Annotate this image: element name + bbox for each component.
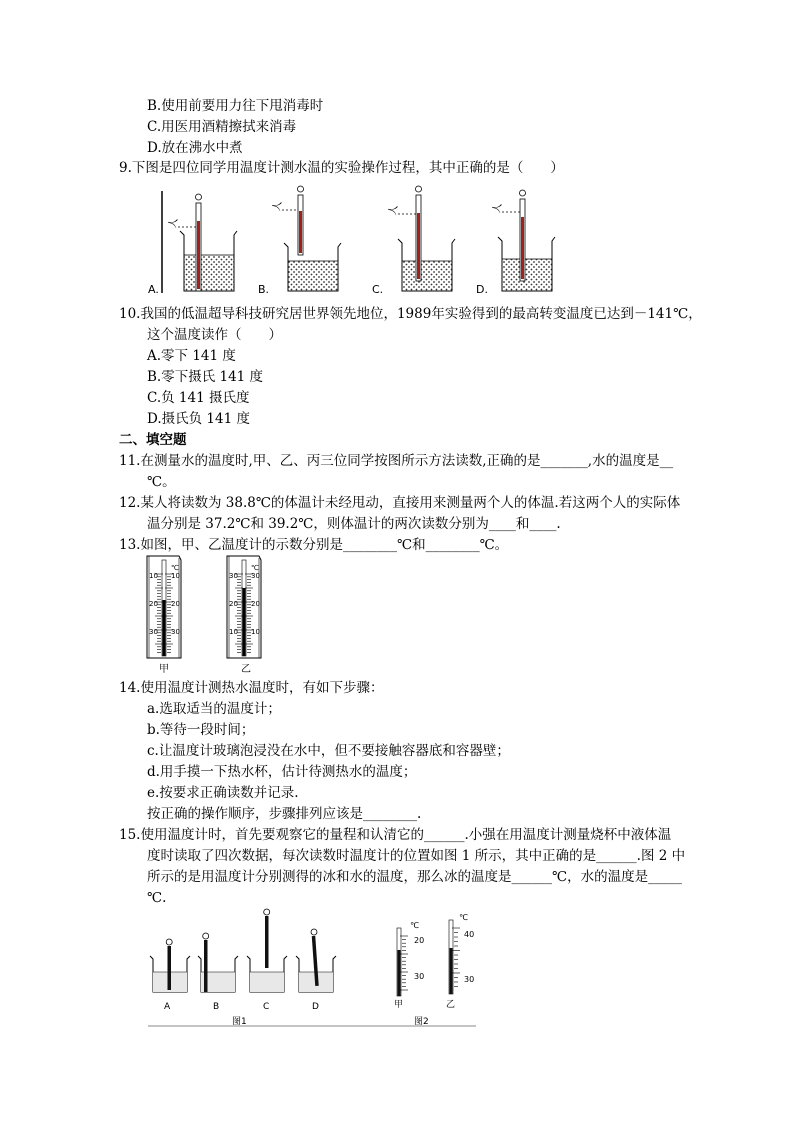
q13-jia-tick-left-1: 10 (149, 572, 158, 580)
q13-jia-tick-right-3: 30 (171, 628, 180, 636)
q15-fig2-jia-tick-2: 30 (414, 972, 425, 981)
q15-line1: 15.使用温度计时，首先要观察它的量程和认清它的______.小强在用温度计测量烧杯中液体温 (119, 827, 672, 843)
q13-jia-tick-right-2: 20 (171, 600, 180, 608)
svg-text:人: 人 (387, 204, 401, 216)
q15-fig2-yi-tick-2: 30 (464, 975, 475, 984)
q13-yi-tick-right-3: 10 (251, 628, 260, 636)
q14-step-e: e.按要求正确读数并记录. (147, 785, 299, 801)
q15-fig2-yi-unit: ℃ (459, 913, 468, 922)
q11-line1: 11.在测量水的温度时,甲、乙、丙三位同学按图所示方法读数,正确的是_______,水的温度是__ (119, 453, 674, 469)
q15-line4: ℃. (147, 890, 167, 906)
q13-figure (143, 554, 283, 676)
q13-yi-tick-right-1: 30 (251, 572, 260, 580)
q11-line2: ℃。 (147, 474, 176, 490)
section-heading-fill-blank: 二、填空题 (119, 432, 187, 448)
q8-option-b: B.使用前要用力往下甩消毒时 (147, 98, 324, 114)
q9-stem: 9.下图是四位同学用温度计测水温的实验操作过程，其中正确的是（ ） (119, 160, 564, 176)
q15-figure (146, 906, 480, 1030)
q13-jia-unit: ℃ (171, 564, 179, 572)
q15-fig1-label-b: B (213, 1002, 220, 1012)
q10-option-a: A.零下 141 度 (147, 348, 236, 364)
q15-fig1-label-c: C (263, 1002, 270, 1012)
q13-yi-tick-left-1: 30 (229, 572, 238, 580)
q13-stem: 13.如图，甲、乙温度计的示数分别是________℃和________℃。 (119, 537, 509, 553)
q15-fig1-beaker-c (247, 909, 287, 992)
svg-text:人: 人 (167, 217, 181, 229)
q9-beaker-c (386, 186, 455, 291)
q13-jia-tick-right-1: 10 (171, 572, 180, 580)
q8-option-c: C.用医用酒精擦拭来消毒 (147, 119, 297, 135)
q15-fig2-yi-label: 乙 (446, 1000, 456, 1010)
q15-fig1-caption: 图1 (232, 1017, 247, 1027)
q15-fig2-jia-unit: ℃ (410, 921, 419, 930)
q15-line2: 度时读取了四次数据，每次读数时温度计的位置如图 1 所示，其中正确的是______.图 2 中 (147, 848, 686, 864)
q13-yi-tick-left-3: 10 (229, 628, 238, 636)
q13-yi-tick-left-2: 20 (229, 600, 238, 608)
q8-option-d: D.放在沸水中煮 (147, 140, 243, 156)
q9-beaker-a (162, 191, 237, 293)
q10-option-b: B.零下摄氏 141 度 (147, 369, 264, 385)
q13-jia-tick-left-2: 20 (149, 600, 158, 608)
q9-label-a: A. (148, 283, 159, 296)
q9-beaker-d (490, 190, 555, 291)
q15-line3: 所示的是用温度计分别测得的冰和水的温度，那么冰的温度是______℃，水的温度是_____ (147, 869, 682, 885)
q13-yi-unit: ℃ (251, 564, 259, 572)
q10-stem-line2: 这个温度读作（ ） (147, 327, 282, 343)
q13-yi-label: 乙 (241, 664, 251, 675)
q14-conclusion: 按正确的操作顺序，步骤排列应该是________. (147, 806, 422, 822)
q15-fig1-beaker-b (198, 933, 238, 992)
q12-line1: 12.某人将读数为 38.8℃的体温计未经甩动，直接用来测量两个人的体温.若这两个人的实际体 (119, 495, 681, 511)
q14-step-d: d.用手摸一下热水杯，估计待测热水的温度； (147, 764, 417, 780)
q15-fig2-thermometer-jia (397, 928, 408, 996)
q13-yi-tick-right-2: 20 (251, 600, 260, 608)
q15-fig2-caption: 图2 (414, 1017, 429, 1027)
q9-beaker-b (270, 186, 341, 291)
q9-label-c: C. (372, 283, 384, 296)
q13-jia-tick-left-3: 30 (149, 628, 158, 636)
q15-fig1-beaker-d (296, 929, 336, 992)
q13-jia-label: 甲 (159, 664, 169, 675)
q14-step-a: a.选取适当的温度计； (147, 701, 281, 717)
q14-stem: 14.使用温度计测热水温度时，有如下步骤： (119, 680, 384, 696)
svg-text:人: 人 (271, 200, 285, 212)
q14-step-b: b.等待一段时间； (147, 722, 255, 738)
q12-line2: 温分别是 37.2℃和 39.2℃，则体温计的两次读数分别为____和____. (147, 516, 561, 532)
q10-option-d: D.摄氏负 141 度 (147, 411, 250, 427)
q9-label-b: B. (258, 283, 270, 296)
q15-fig1-label-d: D (312, 1002, 319, 1012)
q15-fig2-jia-tick-1: 20 (414, 936, 425, 945)
q15-fig2-jia-label: 甲 (394, 1000, 404, 1010)
q15-fig2-thermometer-yi (449, 920, 460, 994)
q15-fig1-beaker-a (150, 939, 190, 992)
q10-option-c: C.负 141 摄氏度 (147, 390, 250, 406)
q15-fig2-yi-tick-1: 40 (464, 930, 475, 939)
q14-step-c: c.让温度计玻璃泡浸没在水中，但不要接触容器底和容器壁； (147, 743, 510, 759)
q15-fig1-label-a: A (164, 1002, 171, 1012)
q9-figure (140, 183, 570, 298)
q9-label-d: D. (476, 283, 488, 296)
q10-stem-line1: 10.我国的低温超导科技研究居世界领先地位，1989年实验得到的最高转变温度已达到－141℃， (119, 306, 702, 322)
svg-text:人: 人 (491, 202, 505, 214)
